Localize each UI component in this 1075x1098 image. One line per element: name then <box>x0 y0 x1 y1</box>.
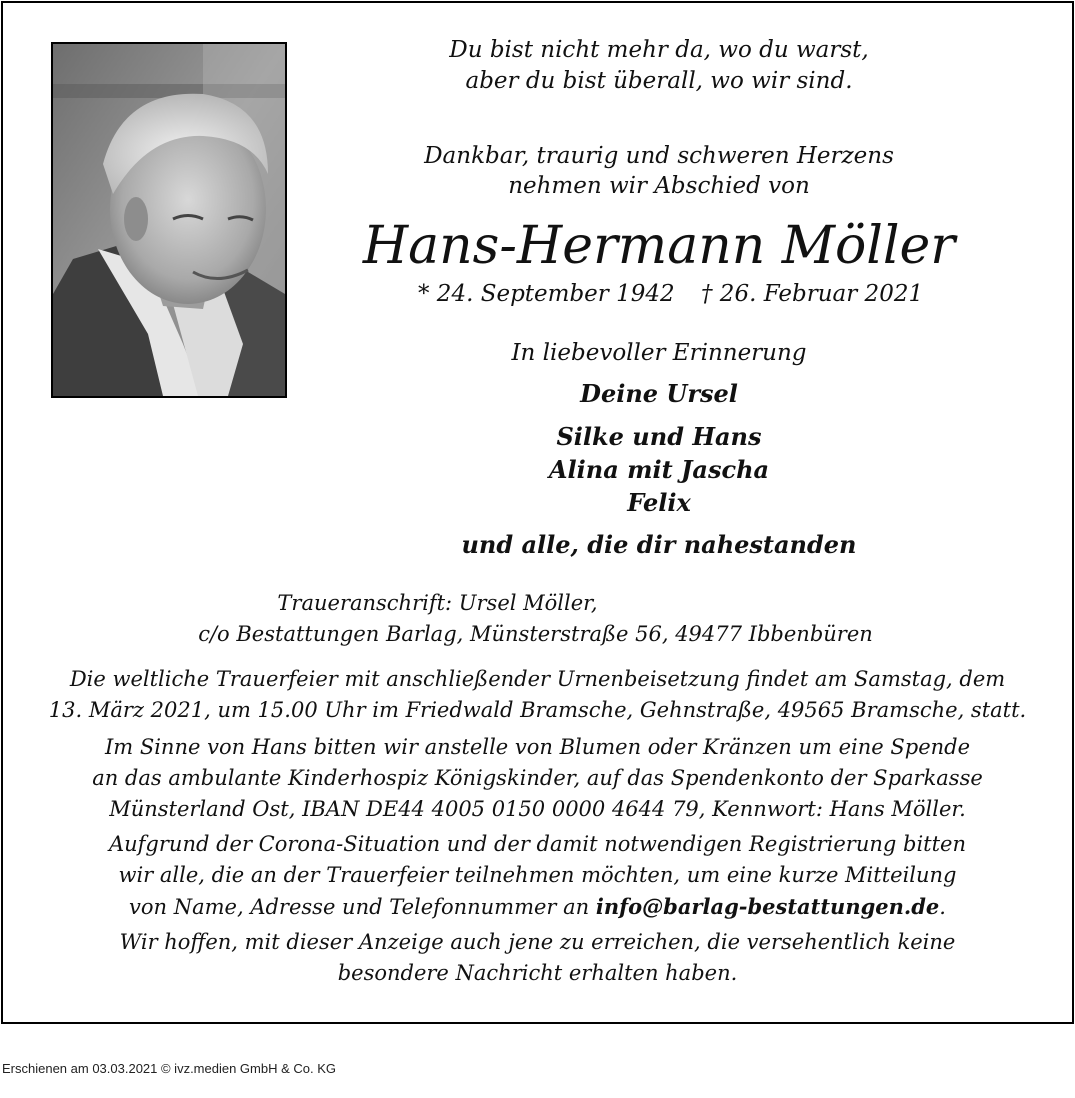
mourner-first: Deine Ursel <box>580 379 738 408</box>
ceremony-line-2: 13. März 2021, um 15.00 Uhr im Friedwald Bramsche, Gehnstraße, 49565 Bramsche, statt. <box>48 698 1027 722</box>
verse-line-2: aber du bist überall, wo wir sind. <box>465 68 853 94</box>
mourner-family-2: Alina mit Jascha <box>548 455 770 484</box>
closing-line-2: besondere Nachricht erhalten haben. <box>337 961 738 985</box>
donation-line-1: Im Sinne von Hans bitten wir anstelle von Blumen oder Kränzen um eine Spende <box>104 735 971 759</box>
mourner-others: und alle, die dir nahestanden <box>461 530 857 559</box>
portrait-photo <box>51 42 287 398</box>
corona-line-1: Aufgrund der Corona-Situation und der damit notwendigen Registrierung bitten <box>108 832 967 856</box>
deceased-name: Hans-Hermann Möller <box>362 216 956 276</box>
closing-line-1: Wir hoffen, mit dieser Anzeige auch jene zu erreichen, die versehentlich keine <box>119 930 956 954</box>
email-link[interactable]: info@barlag-bestattungen.de <box>595 894 940 919</box>
ceremony-line-1: Die weltliche Trauerfeier mit anschließender Urnenbeisetzung findet am Samstag, dem <box>69 667 1006 691</box>
memory-line: In liebevoller Erinnerung <box>511 340 807 366</box>
portrait-image <box>53 44 285 396</box>
death-date: † 26. Februar 2021 <box>701 281 924 307</box>
corona-line-2: wir alle, die an der Trauerfeier teilnehmen möchten, um eine kurze Mitteilung <box>118 863 957 887</box>
donation-line-2: an das ambulante Kinderhospiz Königskinder, auf das Spendenkonto der Sparkasse <box>92 766 983 790</box>
intro-line-1: Dankbar, traurig und schweren Herzens <box>424 143 894 169</box>
obituary-notice <box>1 1 1074 1024</box>
verse-line-1: Du bist nicht mehr da, wo du warst, <box>449 37 869 63</box>
publication-footer: Erschienen am 03.03.2021 © ivz.medien GmbH & Co. KG <box>2 1061 337 1076</box>
donation-line-3: Münsterland Ost, IBAN DE44 4005 0150 0000 4644 79, Kennwort: Hans Möller. <box>109 797 966 821</box>
main-announcement <box>303 3 1015 563</box>
mourner-family-1: Silke und Hans <box>556 422 762 451</box>
address-line-1: Traueranschrift: Ursel Möller, <box>277 591 598 615</box>
intro-line-2: nehmen wir Abschied von <box>508 173 810 199</box>
birth-date: * 24. September 1942 <box>418 281 675 307</box>
mourning-address <box>3 591 1072 661</box>
mourner-family-3: Felix <box>627 488 691 517</box>
corona-line-3-suffix: . <box>939 895 946 919</box>
corona-line-3-prefix: von Name, Adresse und Telefonnummer an <box>129 895 596 919</box>
address-line-2: c/o Bestattungen Barlag, Münsterstraße 56, 49477 Ibbenbüren <box>198 622 873 646</box>
corona-line-3 <box>3 894 1072 919</box>
